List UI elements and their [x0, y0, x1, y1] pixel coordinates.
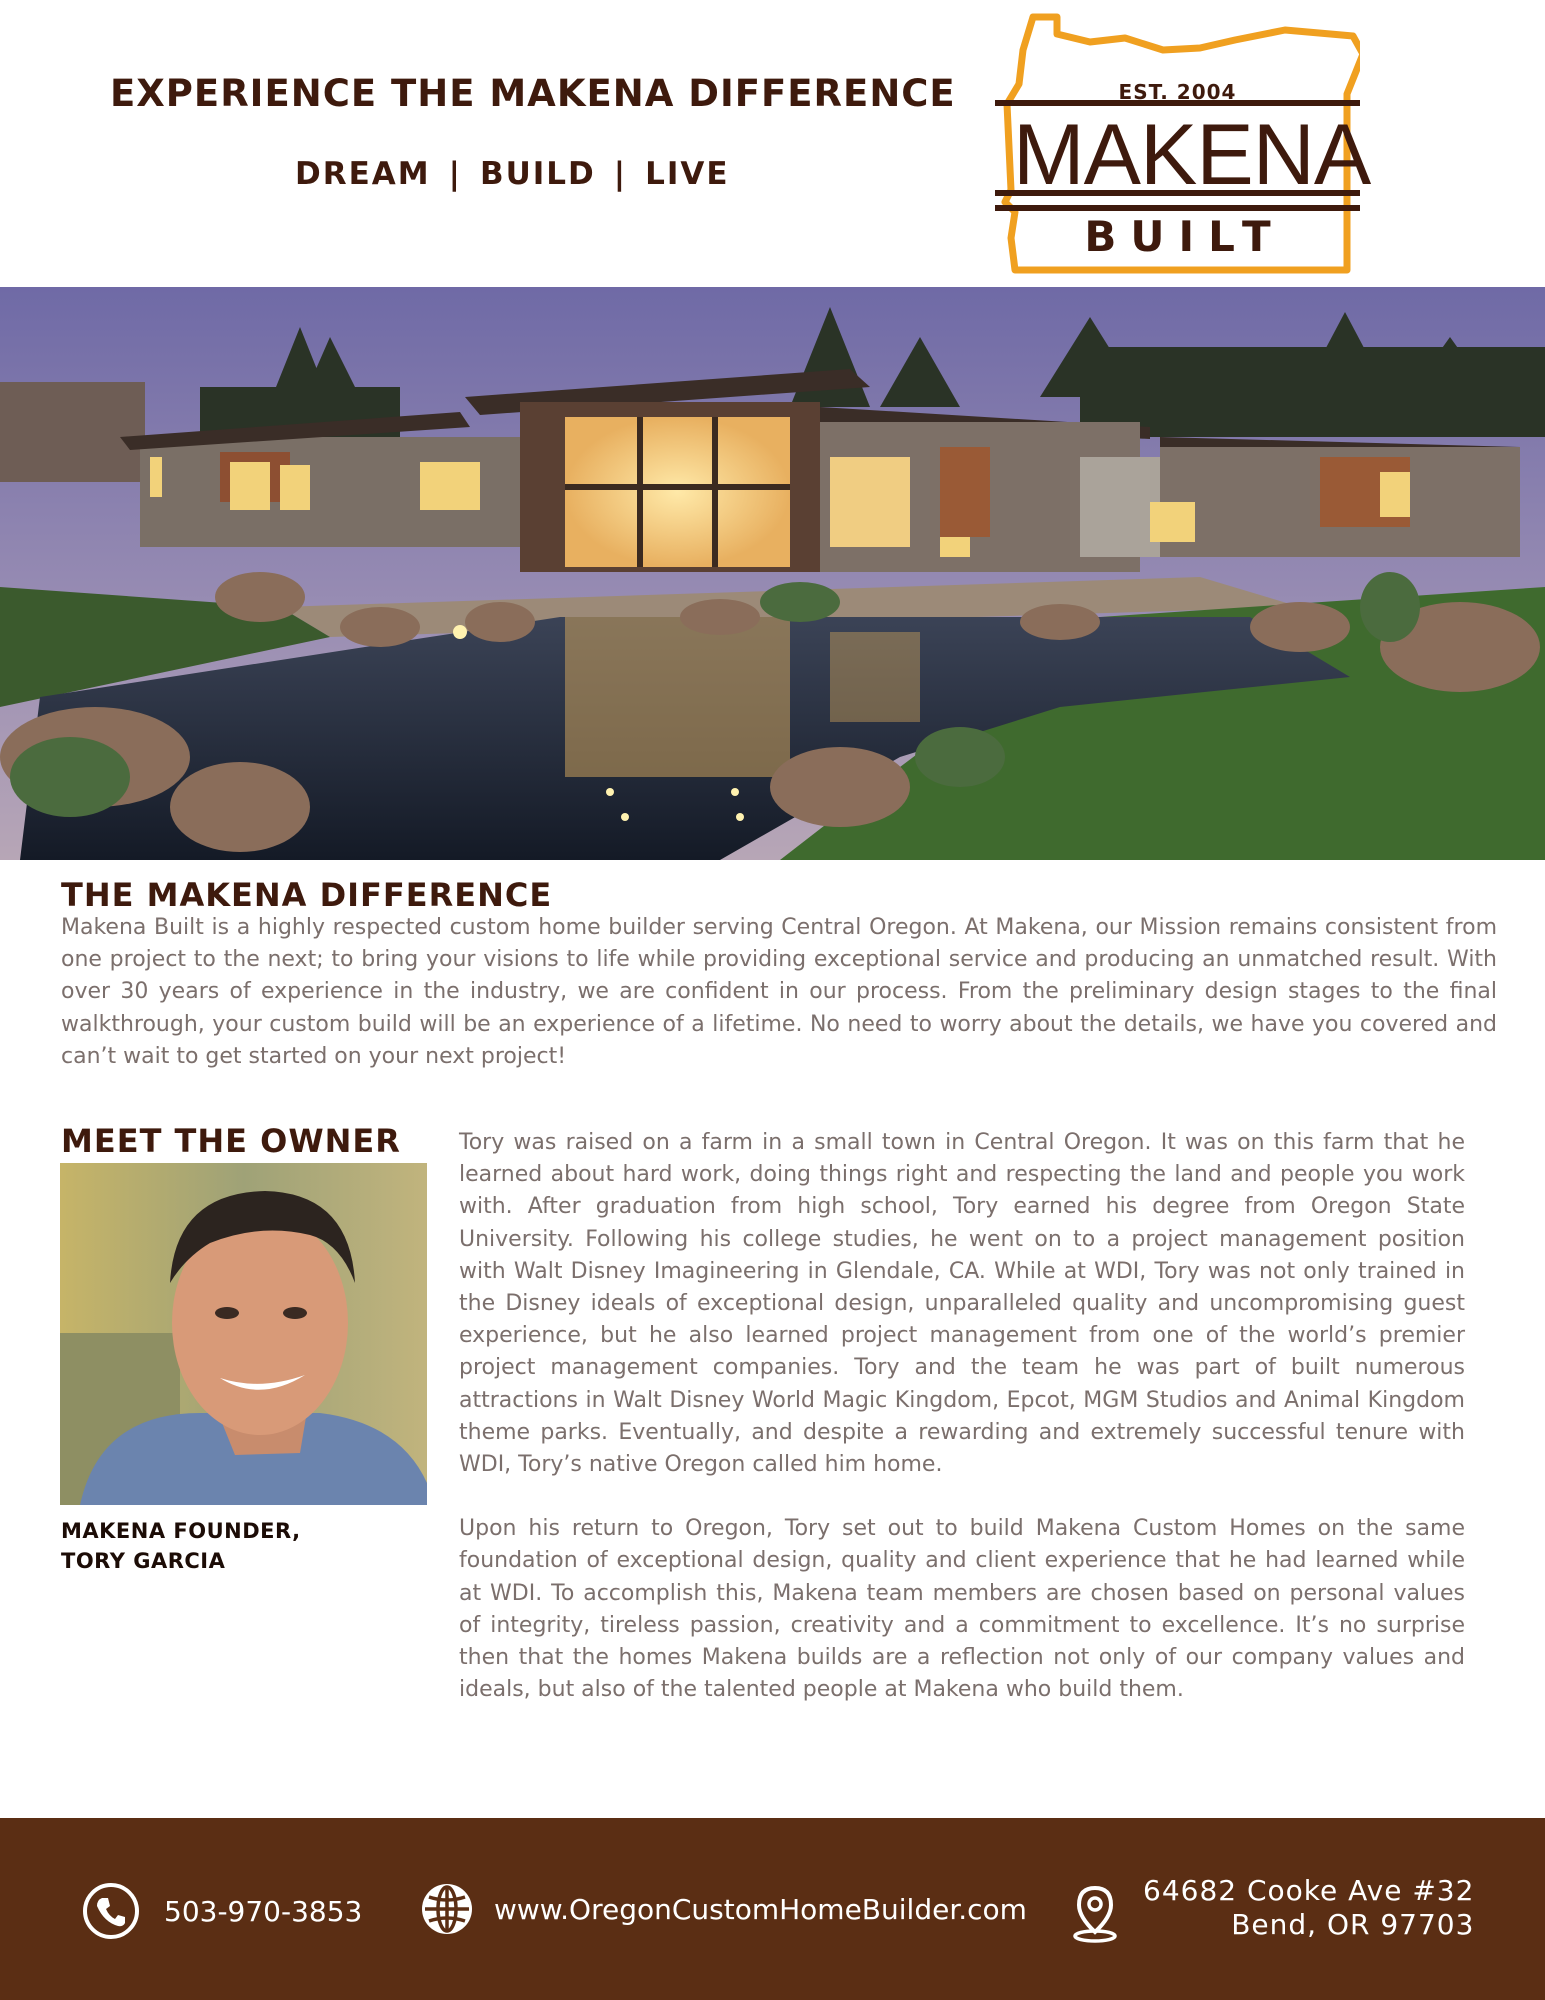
website-link[interactable]: www.OregonCustomHomeBuilder.com: [494, 1892, 1027, 1926]
tagline-build: BUILD: [479, 156, 596, 192]
logo-name: MAKENA: [1013, 107, 1371, 203]
house-photo-icon: [0, 287, 1545, 860]
footer-phone[interactable]: [82, 1882, 362, 1940]
tagline-separator: |: [448, 156, 462, 192]
owner-name: TORY GARCIA: [61, 1549, 226, 1573]
map-pin-icon: [1067, 1884, 1123, 1944]
address-street: 64682 Cooke Ave #32: [1143, 1874, 1475, 1907]
address-lines: [1143, 1874, 1474, 1942]
owner-role: MAKENA FOUNDER,: [61, 1519, 301, 1543]
phone-icon: [82, 1882, 140, 1940]
makena-built-logo: [995, 12, 1371, 277]
tagline-separator: |: [613, 156, 628, 192]
hero-photo: [0, 287, 1545, 860]
owner-portrait: [60, 1163, 427, 1505]
footer-address: [1067, 1872, 1474, 1944]
difference-body: Makena Built is a highly respected custom home builder serving Central Oregon. At Makena, our Mission remains consistent from one project to the next; to bring your visions to life while providing exceptional service and producing an unmatched result. With over 30 years of experience in the industry, we are confident in our process. From the preliminary design stages to the final walkthrough, your custom build will be an experience of a lifetime. No need to worry about the details, we have you covered and can’t wait to get started on your next project!: [61, 915, 1497, 1069]
owner-caption: [61, 1516, 301, 1576]
portrait-photo-icon: [60, 1163, 427, 1505]
owner-heading: MEET THE OWNER: [61, 1122, 401, 1160]
difference-heading: THE MAKENA DIFFERENCE: [61, 876, 553, 914]
globe-icon: [420, 1882, 474, 1936]
tagline-live: LIVE: [645, 156, 730, 192]
owner-bio-paragraph-1: Tory was raised on a farm in a small town in Central Oregon. It was on this farm that he learned about hard work, doing things right and respecting the land and people you work with. After graduation from high school, Tory earned his degree from Oregon State University. Following his college studies, he went on to a project management position with Walt Disney Imagineering in Glendale, CA. While at WDI, Tory was not only trained in the Disney ideals of exceptional design, unparalleled quality and uncompromising guest experience, but he also learned project management from one of the world’s premier project management companies. Tory and the team he was part of built numerous attractions in Walt Disney World Magic Kingdom, Epcot, MGM Studios and Animal Kingdom theme parks. Eventually, and despite a rewarding and extremely successful tenure with WDI, Tory’s native Oregon called him home.: [459, 1130, 1465, 1478]
footer-website[interactable]: [420, 1882, 1027, 1936]
address-city: Bend, OR 97703: [1231, 1908, 1475, 1941]
owner-bio: [459, 1127, 1465, 1706]
tagline: [295, 156, 730, 192]
logo-subtitle: BUILT: [1084, 212, 1285, 261]
logo-established: EST. 2004: [1118, 80, 1237, 104]
page-title: EXPERIENCE THE MAKENA DIFFERENCE: [110, 72, 956, 115]
phone-number[interactable]: 503-970-3853: [164, 1894, 363, 1928]
owner-bio-paragraph-2: Upon his return to Oregon, Tory set out to build Makena Custom Homes on the same foundation of exceptional design, quality and client experience that he had learned while at WDI. To accomplish this, Makena team members are chosen based on personal values of integrity, tireless passion, creativity and a commitment to excellence. It’s no surprise then that the homes Makena builds are a reflection not only of our company values and ideals, but also of the talented people at Makena who build them.: [459, 1516, 1465, 1703]
tagline-dream: DREAM: [295, 156, 431, 192]
